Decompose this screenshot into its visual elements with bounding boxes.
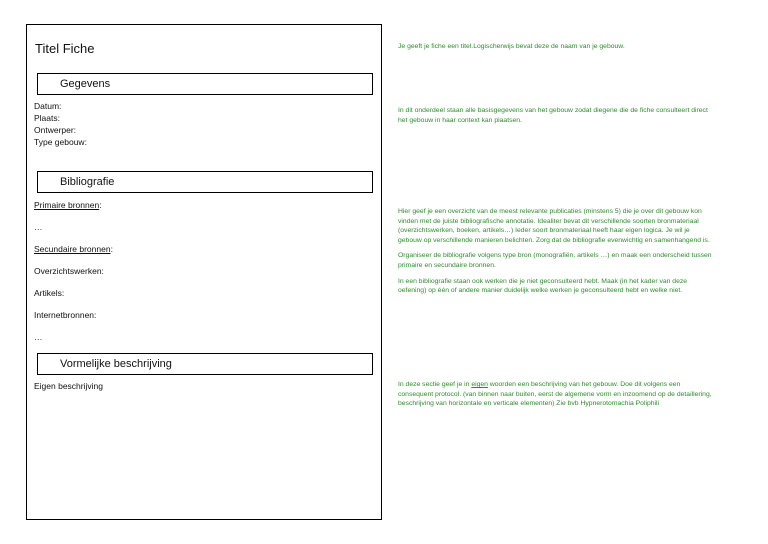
note-vormelijk: [398, 380, 714, 409]
note-title: Je geeft je fiche een titel.Logischerwijs bevat deze de naam van je gebouw.: [398, 43, 625, 50]
note-vormelijk-after: woorden een beschrijving van het gebouw. Doe dit volgens een consequent protocol. (van binnen naar buiten, eerst de algemene vorm en inzoomend op de detaillering, beschrijving van horizontale en verticale elementen) Zie bvb Hypnerotomachia Poliphili: [398, 381, 712, 408]
secundaire-bronnen-label: Secundaire bronnen: [34, 244, 111, 254]
note-bibliografie: [398, 207, 714, 302]
note-bibliografie-paragraph: In een bibliografie staan ook werken die je niet geconsulteerd hebt. Maak (in het kader van deze oefening) op één of andere manier duidelijk welke werken je geconsulteerd hebt en welke niet.: [398, 277, 688, 295]
primaire-ellipsis: …: [34, 222, 43, 232]
note-gegevens: In dit onderdeel staan alle basisgegevens van het gebouw zodat diegene die de fiche consulteert direct het gebouw in haar context kan plaatsen.: [398, 107, 708, 124]
field-artikels: Artikels:: [34, 288, 65, 298]
section-heading-gegevens: Gegevens: [37, 73, 373, 95]
field-type-gebouw: Type gebouw:: [34, 137, 87, 147]
note-bibliografie-paragraph: Organiseer de bibliografie volgens type bron (monografiën, artikels …) en maak een onderscheid tussen primaire en secundaire bronnen.: [398, 252, 712, 269]
field-ontwerper: Ontwerper:: [34, 125, 77, 135]
primaire-colon: :: [99, 200, 102, 210]
primaire-bronnen-label: Primaire bronnen: [34, 200, 100, 210]
note-bibliografie-paragraph: Hier geef je een overzicht van de meest relevante publicaties (minstens 5) die je over dit gebouw kon vinden met de juiste bibliografische annotatie. Idealiter bevat dit verschillende soorten bronmateriaal (overzichtswerken, boeken, artikels…) Ieder soort bronmateriaal heeft haar eigen logica. Je wil je gebouw op verschillende manieren belichten. Zorg dat de bibliografie evenwichtig en samenhangend is.: [398, 208, 710, 244]
field-eigen-beschrijving: Eigen beschrijving: [34, 381, 103, 391]
note-vormelijk-before: In deze sectie geef je in: [398, 381, 472, 388]
field-secundaire-bronnen: [34, 244, 113, 254]
field-primaire-bronnen: [34, 200, 102, 210]
field-datum: Datum:: [34, 101, 62, 111]
internet-ellipsis: …: [34, 332, 43, 342]
field-plaats: Plaats:: [34, 113, 60, 123]
section-heading-vormelijk: Vormelijke beschrijving: [37, 353, 373, 375]
fiche-frame: [26, 24, 382, 520]
note-vormelijk-underlined: eigen: [471, 381, 488, 388]
secundaire-colon: :: [110, 244, 113, 254]
field-internetbronnen: Internetbronnen:: [34, 310, 97, 320]
fiche-title: Titel Fiche: [35, 41, 95, 56]
section-heading-bibliografie: Bibliografie: [37, 171, 373, 193]
field-overzichtswerken: Overzichtswerken:: [34, 266, 104, 276]
